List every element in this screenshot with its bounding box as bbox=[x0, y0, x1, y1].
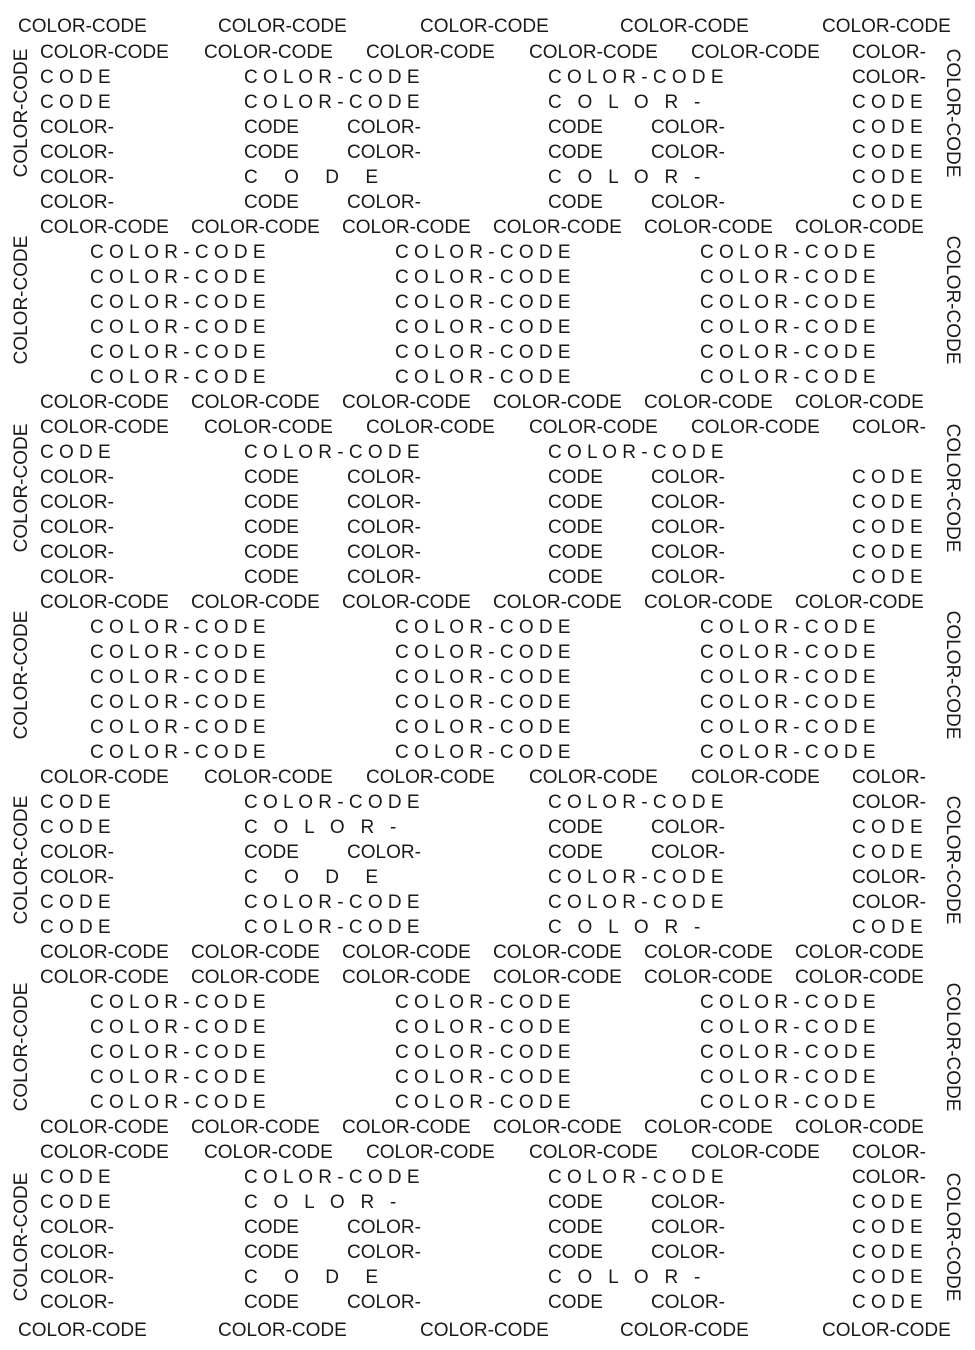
frame-left-label: COLOR-CODE bbox=[11, 610, 32, 740]
pattern-text: COLOR- bbox=[40, 517, 114, 538]
frame-top-label: COLOR-CODE bbox=[420, 16, 549, 37]
pattern-text: C O D E bbox=[852, 117, 923, 138]
pattern-text: C O D E bbox=[40, 817, 111, 838]
pattern-text: C O L O R - C O D E bbox=[395, 667, 571, 688]
pattern-text: COLOR- bbox=[347, 117, 421, 138]
pattern-text: C O L O R - C O D E bbox=[90, 367, 266, 388]
pattern-text: COLOR- bbox=[651, 567, 725, 588]
pattern-text: C O D E bbox=[40, 67, 111, 88]
pattern-text: C O L O R - C O D E bbox=[700, 1042, 876, 1063]
pattern-text: C O D E bbox=[40, 92, 111, 113]
pattern-text: CODE bbox=[548, 1217, 603, 1238]
pattern-text: COLOR-CODE bbox=[691, 42, 820, 63]
pattern-text: C O D E bbox=[852, 142, 923, 163]
pattern-text: COLOR-CODE bbox=[40, 592, 169, 613]
pattern-text: C O L O R - C O D E bbox=[244, 1167, 420, 1188]
pattern-text: C O L O R - C O D E bbox=[395, 242, 571, 263]
pattern-text: COLOR-CODE bbox=[40, 942, 169, 963]
pattern-text: COLOR-CODE bbox=[795, 942, 924, 963]
pattern-text: CODE bbox=[548, 1242, 603, 1263]
pattern-text: C O L O R - C O D E bbox=[90, 617, 266, 638]
pattern-text: COLOR- bbox=[40, 142, 114, 163]
pattern-text: C O L O R - C O D E bbox=[395, 617, 571, 638]
pattern-text: COLOR- bbox=[852, 67, 926, 88]
pattern-text: COLOR- bbox=[40, 1217, 114, 1238]
pattern-text: CODE bbox=[244, 542, 299, 563]
pattern-text: C O D E bbox=[852, 92, 923, 113]
pattern-text: COLOR- bbox=[347, 1217, 421, 1238]
pattern-text: C O D E bbox=[852, 192, 923, 213]
pattern-text: CODE bbox=[244, 1292, 299, 1313]
frame-right-label: COLOR-CODE bbox=[942, 48, 963, 178]
pattern-text: COLOR-CODE bbox=[342, 217, 471, 238]
pattern-text: C O D E bbox=[852, 167, 923, 188]
pattern-text: COLOR-CODE bbox=[795, 592, 924, 613]
pattern-text: CODE bbox=[548, 1292, 603, 1313]
pattern-text: CODE bbox=[548, 542, 603, 563]
frame-left-label: COLOR-CODE bbox=[11, 423, 32, 553]
frame-top-label: COLOR-CODE bbox=[218, 16, 347, 37]
pattern-text: COLOR- bbox=[651, 1292, 725, 1313]
pattern-text: CODE bbox=[548, 842, 603, 863]
pattern-text: CODE bbox=[244, 517, 299, 538]
pattern-text: C O L O R - C O D E bbox=[548, 892, 724, 913]
pattern-text: C O L O R - C O D E bbox=[244, 892, 420, 913]
pattern-text: COLOR- bbox=[40, 117, 114, 138]
frame-right-label: COLOR-CODE bbox=[942, 235, 963, 365]
pattern-text: COLOR- bbox=[40, 167, 114, 188]
pattern-text: C O D E bbox=[40, 917, 111, 938]
pattern-text: COLOR-CODE bbox=[191, 942, 320, 963]
pattern-text: C O L O R - C O D E bbox=[90, 742, 266, 763]
pattern-text: COLOR-CODE bbox=[40, 217, 169, 238]
pattern-text: COLOR- bbox=[651, 117, 725, 138]
pattern-text: C O D E bbox=[40, 1167, 111, 1188]
pattern-text: COLOR- bbox=[852, 417, 926, 438]
frame-left-label: COLOR-CODE bbox=[11, 235, 32, 365]
pattern-text: COLOR-CODE bbox=[342, 592, 471, 613]
pattern-text: COLOR- bbox=[651, 517, 725, 538]
pattern-text: C O L O R - C O D E bbox=[90, 267, 266, 288]
pattern-text: COLOR-CODE bbox=[40, 967, 169, 988]
pattern-text: C O D E bbox=[852, 1242, 923, 1263]
pattern-text: C O D E bbox=[852, 467, 923, 488]
pattern-text: C O L O R - bbox=[548, 1267, 701, 1288]
pattern-text: COLOR-CODE bbox=[342, 392, 471, 413]
pattern-text: COLOR-CODE bbox=[366, 767, 495, 788]
pattern-text: C O D E bbox=[40, 442, 111, 463]
pattern-text: COLOR-CODE bbox=[493, 217, 622, 238]
pattern-text: CODE bbox=[548, 192, 603, 213]
pattern-text: COLOR- bbox=[852, 792, 926, 813]
pattern-text: C O L O R - C O D E bbox=[700, 242, 876, 263]
pattern-text: C O L O R - C O D E bbox=[395, 292, 571, 313]
pattern-text: COLOR- bbox=[347, 842, 421, 863]
pattern-text: C O L O R - C O D E bbox=[700, 692, 876, 713]
pattern-text: COLOR- bbox=[347, 467, 421, 488]
pattern-text: C O D E bbox=[40, 792, 111, 813]
pattern-text: COLOR- bbox=[40, 567, 114, 588]
pattern-text: COLOR-CODE bbox=[795, 1117, 924, 1138]
pattern-text: C O L O R - C O D E bbox=[90, 717, 266, 738]
pattern-text: COLOR- bbox=[347, 1292, 421, 1313]
pattern-text: COLOR- bbox=[40, 1242, 114, 1263]
pattern-text: COLOR- bbox=[40, 1267, 114, 1288]
frame-bottom-label: COLOR-CODE bbox=[18, 1320, 147, 1341]
pattern-text: COLOR-CODE bbox=[40, 392, 169, 413]
pattern-text: C O L O R - C O D E bbox=[90, 242, 266, 263]
pattern-text: COLOR-CODE bbox=[644, 217, 773, 238]
frame-bottom-label: COLOR-CODE bbox=[420, 1320, 549, 1341]
frame-bottom-label: COLOR-CODE bbox=[620, 1320, 749, 1341]
pattern-text: C O L O R - C O D E bbox=[700, 267, 876, 288]
pattern-text: CODE bbox=[548, 492, 603, 513]
pattern-text: C O L O R - bbox=[548, 917, 701, 938]
pattern-text: COLOR- bbox=[40, 867, 114, 888]
pattern-text: COLOR-CODE bbox=[191, 1117, 320, 1138]
pattern-text: C O L O R - C O D E bbox=[90, 317, 266, 338]
pattern-text: COLOR- bbox=[347, 542, 421, 563]
pattern-text: C O L O R - C O D E bbox=[700, 317, 876, 338]
frame-right-label: COLOR-CODE bbox=[942, 1172, 963, 1302]
pattern-text: CODE bbox=[244, 192, 299, 213]
frame-top-label: COLOR-CODE bbox=[620, 16, 749, 37]
pattern-text: COLOR-CODE bbox=[529, 417, 658, 438]
pattern-text: CODE bbox=[548, 467, 603, 488]
pattern-text: COLOR-CODE bbox=[204, 767, 333, 788]
pattern-text: C O L O R - C O D E bbox=[244, 92, 420, 113]
pattern-text: COLOR-CODE bbox=[644, 1117, 773, 1138]
pattern-text: C O L O R - C O D E bbox=[395, 642, 571, 663]
pattern-text: C O L O R - C O D E bbox=[244, 442, 420, 463]
pattern-text: COLOR- bbox=[40, 192, 114, 213]
pattern-text: COLOR- bbox=[852, 867, 926, 888]
frame-left-label: COLOR-CODE bbox=[11, 48, 32, 178]
pattern-text: C O L O R - C O D E bbox=[395, 267, 571, 288]
pattern-text: COLOR-CODE bbox=[191, 392, 320, 413]
pattern-text: CODE bbox=[548, 817, 603, 838]
pattern-text: C O L O R - C O D E bbox=[700, 742, 876, 763]
pattern-text: COLOR-CODE bbox=[644, 592, 773, 613]
pattern-text: C O L O R - C O D E bbox=[700, 1067, 876, 1088]
pattern-text: C O D E bbox=[244, 867, 379, 888]
pattern-text: C O L O R - C O D E bbox=[395, 742, 571, 763]
pattern-text: C O L O R - C O D E bbox=[700, 667, 876, 688]
pattern-text: C O L O R - C O D E bbox=[700, 1017, 876, 1038]
pattern-text: COLOR-CODE bbox=[795, 967, 924, 988]
pattern-text: COLOR- bbox=[40, 467, 114, 488]
pattern-text: C O L O R - C O D E bbox=[395, 1042, 571, 1063]
pattern-text: CODE bbox=[548, 567, 603, 588]
pattern-text: CODE bbox=[244, 567, 299, 588]
pattern-text: COLOR- bbox=[347, 142, 421, 163]
pattern-text: C O L O R - C O D E bbox=[700, 367, 876, 388]
pattern-text: COLOR- bbox=[40, 1292, 114, 1313]
pattern-text: C O L O R - C O D E bbox=[700, 1092, 876, 1113]
pattern-text: COLOR- bbox=[852, 1167, 926, 1188]
pattern-text: CODE bbox=[244, 1217, 299, 1238]
pattern-text: COLOR-CODE bbox=[342, 942, 471, 963]
pattern-text: COLOR- bbox=[651, 1242, 725, 1263]
pattern-text: C O L O R - C O D E bbox=[395, 1067, 571, 1088]
pattern-text: C O D E bbox=[852, 1217, 923, 1238]
pattern-text: C O L O R - C O D E bbox=[244, 917, 420, 938]
pattern-text: COLOR- bbox=[347, 192, 421, 213]
pattern-text: C O D E bbox=[852, 1192, 923, 1213]
pattern-text: C O L O R - C O D E bbox=[90, 992, 266, 1013]
pattern-text: CODE bbox=[244, 117, 299, 138]
pattern-text: C O D E bbox=[852, 917, 923, 938]
pattern-text: COLOR- bbox=[40, 842, 114, 863]
pattern-text: COLOR-CODE bbox=[795, 392, 924, 413]
pattern-text: COLOR-CODE bbox=[204, 42, 333, 63]
pattern-text: COLOR- bbox=[651, 492, 725, 513]
pattern-text: COLOR- bbox=[651, 842, 725, 863]
pattern-text: COLOR-CODE bbox=[191, 217, 320, 238]
pattern-text: C O L O R - C O D E bbox=[90, 1092, 266, 1113]
pattern-text: C O L O R - C O D E bbox=[700, 292, 876, 313]
pattern-text: COLOR-CODE bbox=[644, 967, 773, 988]
pattern-text: COLOR- bbox=[852, 1142, 926, 1163]
pattern-text: C O L O R - C O D E bbox=[90, 667, 266, 688]
pattern-text: CODE bbox=[244, 1242, 299, 1263]
pattern-text: COLOR-CODE bbox=[40, 1117, 169, 1138]
pattern-text: C O D E bbox=[852, 517, 923, 538]
pattern-text: C O L O R - C O D E bbox=[395, 367, 571, 388]
pattern-text: COLOR- bbox=[651, 1192, 725, 1213]
pattern-text: COLOR-CODE bbox=[529, 42, 658, 63]
frame-left-label: COLOR-CODE bbox=[11, 1172, 32, 1302]
pattern-text: COLOR- bbox=[852, 767, 926, 788]
pattern-text: COLOR- bbox=[40, 542, 114, 563]
pattern-text: C O L O R - C O D E bbox=[395, 1017, 571, 1038]
pattern-text: COLOR-CODE bbox=[644, 392, 773, 413]
frame-bottom-label: COLOR-CODE bbox=[218, 1320, 347, 1341]
pattern-text: CODE bbox=[244, 842, 299, 863]
pattern-text: COLOR-CODE bbox=[644, 942, 773, 963]
pattern-text: C O L O R - C O D E bbox=[700, 342, 876, 363]
pattern-text: CODE bbox=[548, 517, 603, 538]
pattern-text: C O L O R - C O D E bbox=[90, 1042, 266, 1063]
pattern-text: COLOR-CODE bbox=[493, 592, 622, 613]
pattern-text: C O L O R - C O D E bbox=[395, 717, 571, 738]
pattern-text: C O L O R - bbox=[548, 167, 701, 188]
pattern-text: COLOR-CODE bbox=[493, 1117, 622, 1138]
pattern-text: COLOR-CODE bbox=[493, 942, 622, 963]
pattern-text: C O D E bbox=[40, 1192, 111, 1213]
pattern-text: C O L O R - C O D E bbox=[548, 442, 724, 463]
pattern-text: COLOR-CODE bbox=[529, 767, 658, 788]
pattern-text: C O D E bbox=[852, 842, 923, 863]
pattern-text: C O L O R - C O D E bbox=[90, 642, 266, 663]
pattern-text: C O L O R - C O D E bbox=[700, 717, 876, 738]
pattern-text: COLOR- bbox=[40, 492, 114, 513]
pattern-text: C O L O R - C O D E bbox=[548, 792, 724, 813]
pattern-text: COLOR- bbox=[651, 817, 725, 838]
pattern-text: C O L O R - C O D E bbox=[90, 692, 266, 713]
pattern-text: COLOR-CODE bbox=[204, 417, 333, 438]
pattern-text: C O D E bbox=[852, 542, 923, 563]
pattern-text: C O L O R - C O D E bbox=[395, 1092, 571, 1113]
pattern-text: COLOR-CODE bbox=[493, 967, 622, 988]
pattern-text: COLOR- bbox=[852, 892, 926, 913]
pattern-text: C O L O R - C O D E bbox=[700, 642, 876, 663]
pattern-text: COLOR-CODE bbox=[342, 967, 471, 988]
pattern-text: COLOR-CODE bbox=[691, 767, 820, 788]
pattern-text: COLOR-CODE bbox=[529, 1142, 658, 1163]
pattern-text: C O D E bbox=[244, 167, 379, 188]
frame-right-label: COLOR-CODE bbox=[942, 610, 963, 740]
frame-right-label: COLOR-CODE bbox=[942, 423, 963, 553]
pattern-text: COLOR-CODE bbox=[191, 592, 320, 613]
pattern-text: COLOR-CODE bbox=[191, 967, 320, 988]
pattern-text: CODE bbox=[548, 117, 603, 138]
pattern-text: C O L O R - C O D E bbox=[244, 792, 420, 813]
frame-bottom-label: COLOR-CODE bbox=[822, 1320, 951, 1341]
pattern-text: COLOR-CODE bbox=[40, 417, 169, 438]
pattern-text: COLOR- bbox=[347, 567, 421, 588]
pattern-text: COLOR-CODE bbox=[366, 417, 495, 438]
pattern-text: COLOR- bbox=[651, 467, 725, 488]
pattern-text: C O L O R - C O D E bbox=[700, 617, 876, 638]
pattern-text: CODE bbox=[548, 142, 603, 163]
pattern-text: COLOR-CODE bbox=[366, 1142, 495, 1163]
pattern-text: C O L O R - C O D E bbox=[548, 1167, 724, 1188]
pattern-text: C O D E bbox=[852, 492, 923, 513]
pattern-text: COLOR-CODE bbox=[493, 392, 622, 413]
pattern-text: COLOR- bbox=[651, 142, 725, 163]
pattern-text: COLOR- bbox=[651, 542, 725, 563]
pattern-text: C O D E bbox=[852, 1292, 923, 1313]
frame-top-label: COLOR-CODE bbox=[18, 16, 147, 37]
pattern-text: C O D E bbox=[852, 817, 923, 838]
pattern-text: COLOR-CODE bbox=[342, 1117, 471, 1138]
pattern-text: C O D E bbox=[40, 892, 111, 913]
pattern-text: COLOR-CODE bbox=[366, 42, 495, 63]
frame-left-label: COLOR-CODE bbox=[11, 982, 32, 1112]
pattern-text: C O L O R - C O D E bbox=[395, 992, 571, 1013]
frame-left-label: COLOR-CODE bbox=[11, 795, 32, 925]
pattern-text: COLOR-CODE bbox=[40, 1142, 169, 1163]
pattern-text: C O L O R - bbox=[548, 92, 701, 113]
pattern-text: COLOR-CODE bbox=[795, 217, 924, 238]
pattern-text: C O L O R - C O D E bbox=[700, 992, 876, 1013]
pattern-text: COLOR- bbox=[852, 42, 926, 63]
frame-right-label: COLOR-CODE bbox=[942, 982, 963, 1112]
pattern-text: C O L O R - C O D E bbox=[90, 292, 266, 313]
pattern-text: C O L O R - C O D E bbox=[90, 1017, 266, 1038]
pattern-text: C O L O R - C O D E bbox=[395, 342, 571, 363]
pattern-text: COLOR- bbox=[347, 492, 421, 513]
pattern-text: COLOR-CODE bbox=[40, 767, 169, 788]
frame-right-label: COLOR-CODE bbox=[942, 795, 963, 925]
pattern-text: CODE bbox=[244, 142, 299, 163]
pattern-text: C O L O R - C O D E bbox=[548, 867, 724, 888]
pattern-text: C O L O R - C O D E bbox=[90, 1067, 266, 1088]
pattern-text: COLOR- bbox=[347, 517, 421, 538]
pattern-text: C O D E bbox=[244, 1267, 379, 1288]
pattern-text: COLOR-CODE bbox=[691, 1142, 820, 1163]
pattern-text: C O D E bbox=[852, 1267, 923, 1288]
pattern-text: C O L O R - bbox=[244, 1192, 397, 1213]
frame-top-label: COLOR-CODE bbox=[822, 16, 951, 37]
pattern-text: C O L O R - bbox=[244, 817, 397, 838]
pattern-text: CODE bbox=[244, 467, 299, 488]
pattern-text: CODE bbox=[548, 1192, 603, 1213]
pattern-text: COLOR- bbox=[347, 1242, 421, 1263]
pattern-text: C O L O R - C O D E bbox=[90, 342, 266, 363]
pattern-text: C O L O R - C O D E bbox=[244, 67, 420, 88]
pattern-text: COLOR- bbox=[651, 192, 725, 213]
pattern-text: COLOR- bbox=[651, 1217, 725, 1238]
pattern-text: COLOR-CODE bbox=[204, 1142, 333, 1163]
pattern-text: C O L O R - C O D E bbox=[395, 692, 571, 713]
pattern-text: CODE bbox=[244, 492, 299, 513]
pattern-text: COLOR-CODE bbox=[691, 417, 820, 438]
pattern-text: C O D E bbox=[852, 567, 923, 588]
pattern-text: C O L O R - C O D E bbox=[548, 67, 724, 88]
pattern-text: COLOR-CODE bbox=[40, 42, 169, 63]
pattern-text: C O L O R - C O D E bbox=[395, 317, 571, 338]
